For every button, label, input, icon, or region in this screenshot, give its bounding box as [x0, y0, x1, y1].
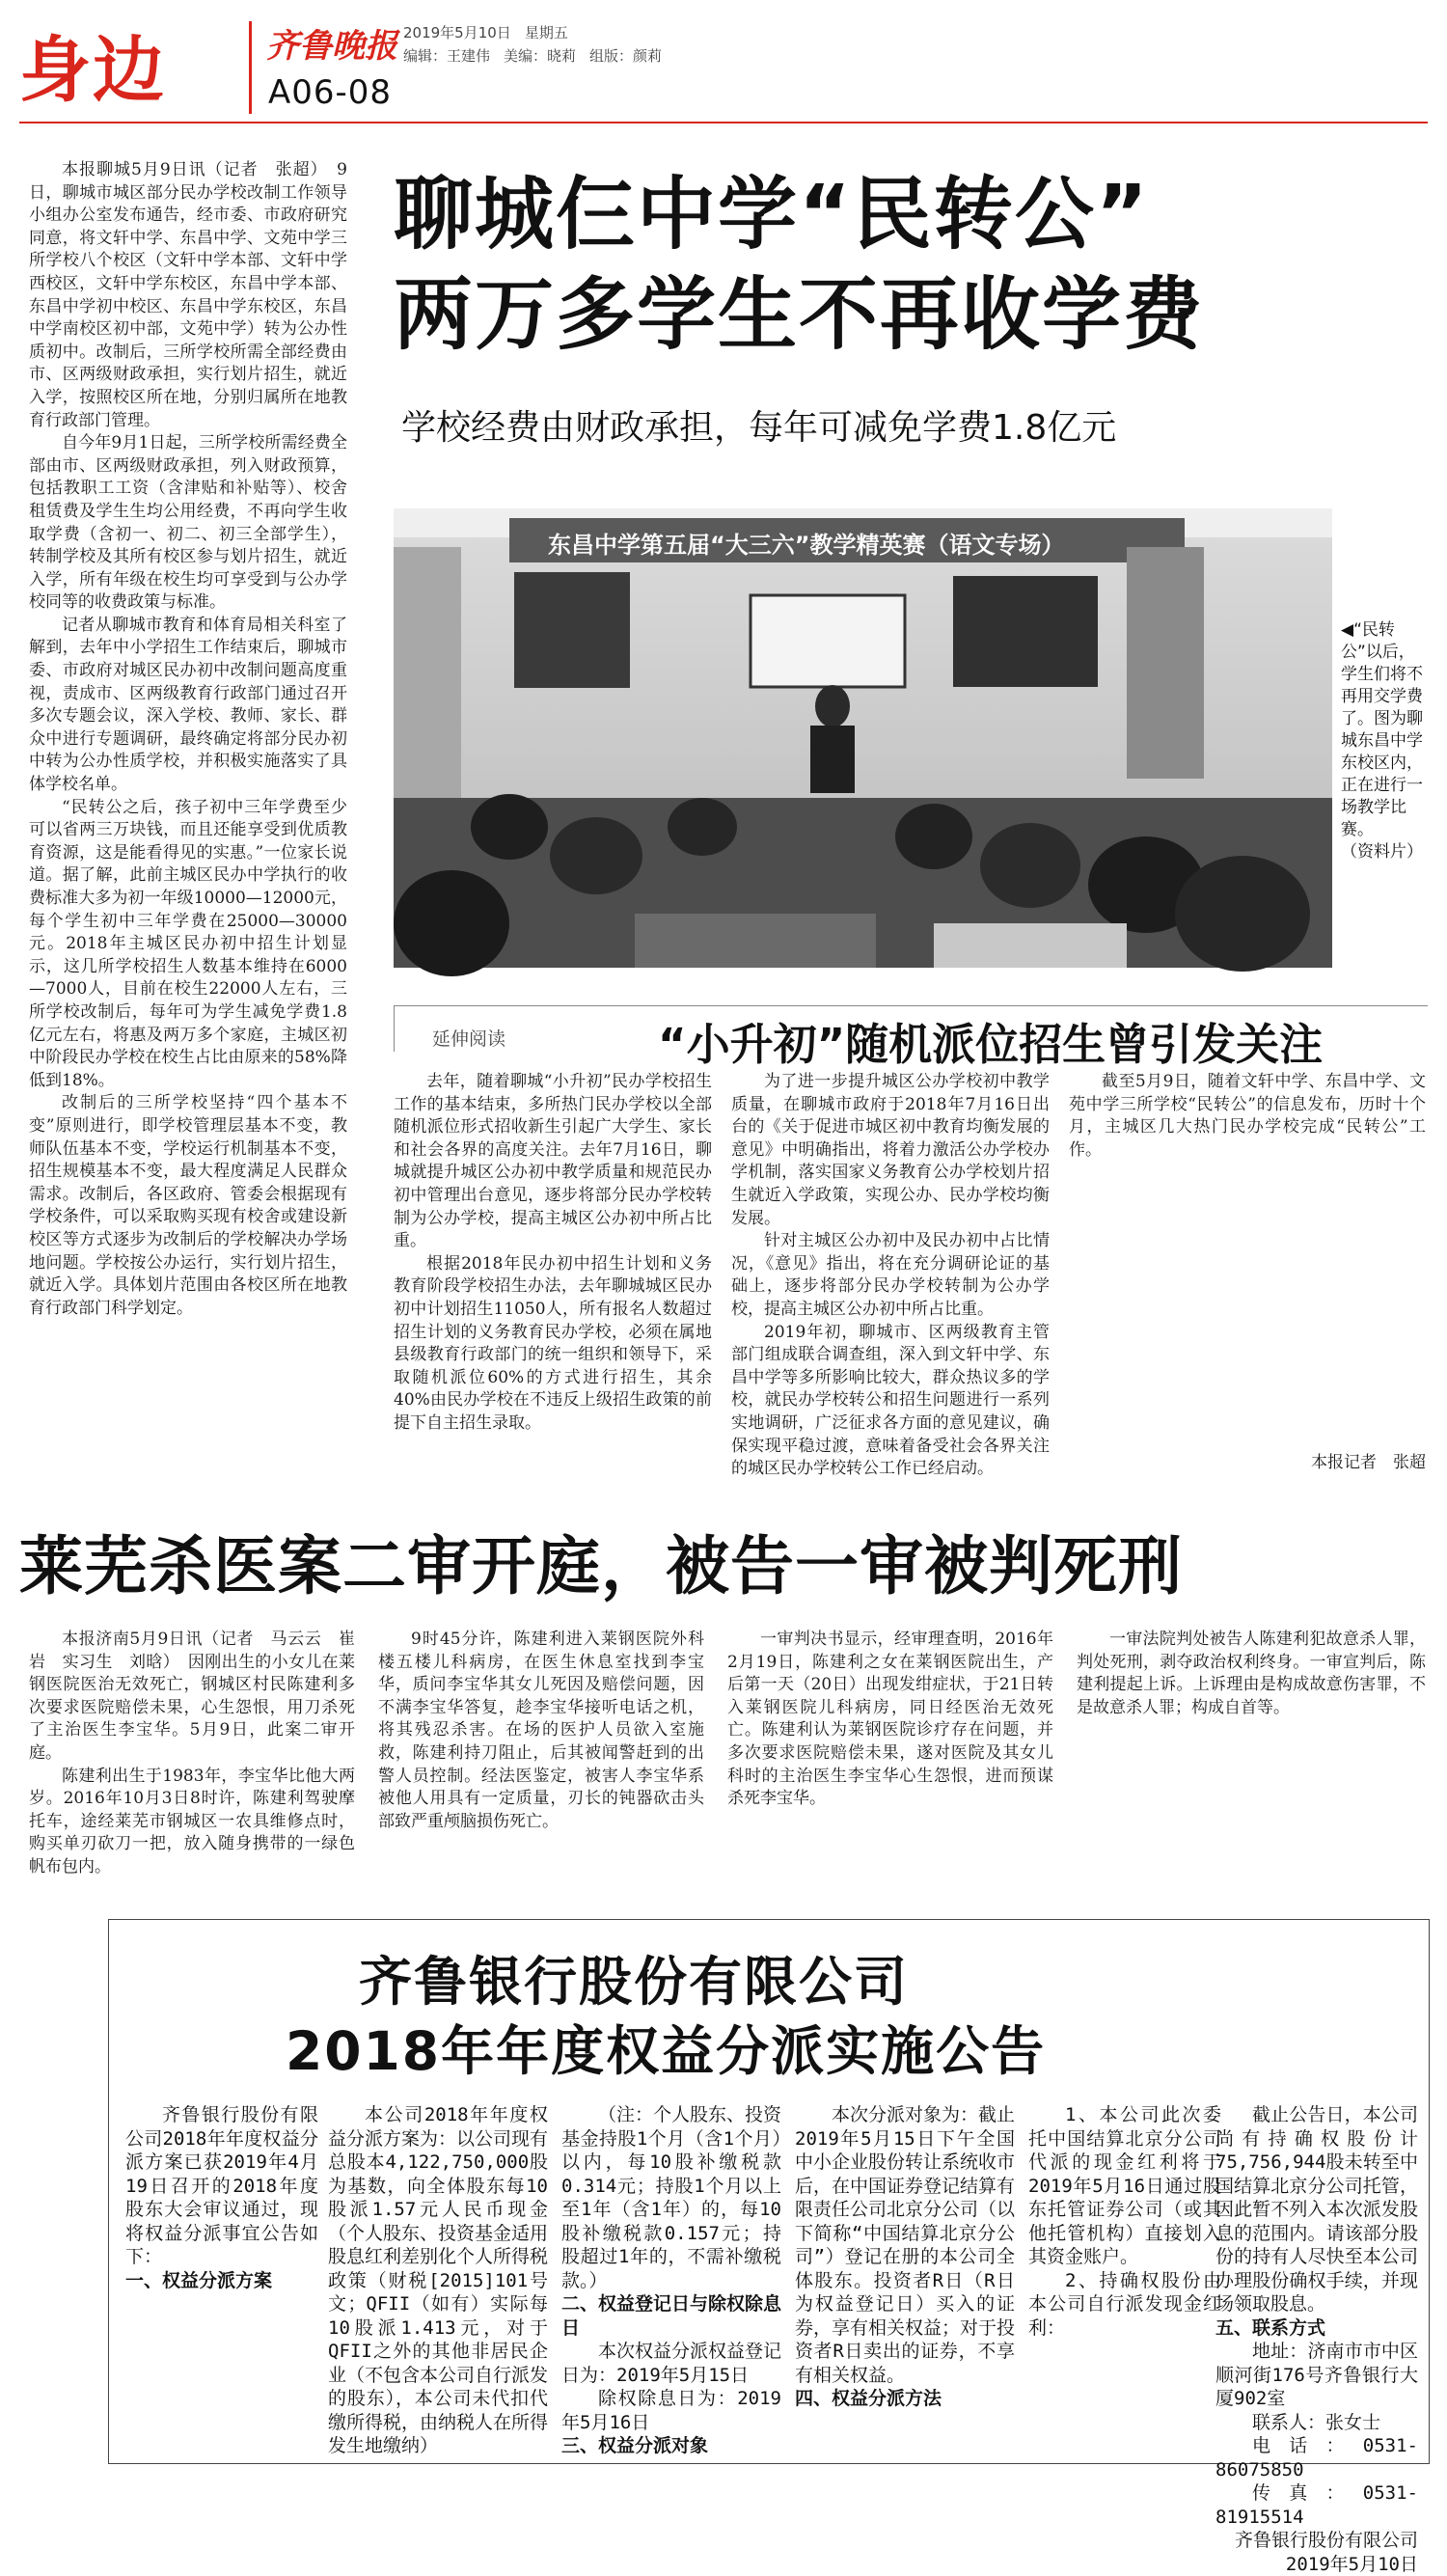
related-column-3	[1069, 1071, 1426, 1452]
notice-column-4	[795, 2103, 1015, 2460]
related-column-1	[394, 1071, 712, 1491]
related-column-2	[731, 1071, 1050, 1491]
issue-weekday: 星期五	[525, 24, 568, 41]
paragraph: 为了进一步提升城区公办学校初中教学质量，在聊城市政府于2018年7月16日出台的《关于促进市城区初中教育均衡发展的意见》中明确指出，将着力激活公办学校办学机制，落实国家义务教育公办学校划片招生就近入学政策，实现公办、民办学校均衡发展。	[731, 1071, 1050, 1230]
related-headline: “小升初”随机派位招生曾引发关注	[658, 1009, 1323, 1072]
story2-headline: 莱芜杀医案二审开庭，被告一审被判死刑	[19, 1515, 1183, 1606]
related-rule-top	[394, 1005, 1428, 1006]
story1-left-column	[29, 159, 347, 1491]
paragraph: 本次权益分派权益登记日为：2019年5月15日	[561, 2340, 781, 2387]
paragraph: 陈建利出生于1983年，李宝华比他大两岁。2016年10月3日8时许，陈建利驾驶摩托车，途经莱芜市钢城区一农具维修点时，购买单刃砍刀一把，放入随身携带的一绿色帆布包内。	[29, 1766, 355, 1879]
paragraph: 本公司2018年年度权益分派方案为：以公司现有总股本4,122,750,000股为基数，向全体股东每10股派1.57元人民币现金（个人股东、投资基金适用股息红利差别化个人所得税政策（财税[2015]101号文；QFII（如有）实际每10股派1.413元，对于QFII之外的其他非居民企业（不包含本公司自行派发的股东），本公司未代扣代缴所得税，由纳税人在所得发生地缴纳）	[328, 2103, 548, 2458]
header-rule	[19, 122, 1428, 123]
story2-column-1	[29, 1629, 355, 1889]
header-divider	[249, 21, 252, 114]
paragraph: 根据2018年民办初中招生计划和义务教育阶段学校招生办法，去年聊城城区民办初中计划招生11050人，所有报名人数超过招生计划的义务教育民办学校，必须在属地县级教育行政部门的统一组织和领导下，采取随机派位60%的方式进行招生，其余40%由民办学校在不违反上级招生政策的前提下自主招生录取。	[394, 1253, 712, 1436]
paragraph: 去年，随着聊城“小升初”民办学校招生工作的基本结束，多所热门民办学校以全部随机派位形式招收新生引起广大学生、家长和社会各界的高度关注。去年7月16日，聊城就提升城区公办初中教学质量和规范民办初中管理出台意见，逐步将部分民办学校转制为公办学校，提高主城区公办初中所占比重。	[394, 1071, 712, 1253]
notice-title: 齐鲁银行股份有限公司	[359, 1939, 909, 2015]
paragraph: 记者从聊城市教育和体育局相关科室了解到，去年中小学招生工作结束后，聊城市委、市政府对城区民办初中改制问题高度重视，责成市、区两级教育行政部门通过召开多次专题会议，深入学校、教师、家长、群众中进行专题调研，最终确定将部分民办初中转为公办性质学校，并积极实施落实了具体学校名单。	[29, 615, 347, 797]
notice-column-6	[1215, 2103, 1418, 2460]
photo-banner: 东昌中学第五届“大三六”教学精英赛（语文专场）	[548, 526, 1065, 560]
paragraph: 地址：济南市市中区顺河街176号齐鲁银行大厦902室	[1215, 2340, 1418, 2411]
editor-credit: 编辑：王建伟	[403, 47, 490, 65]
paragraph: 自今年9月1日起，三所学校所需经费全部由市、区两级财政承担，列入财政预算，包括教职工工资（含津贴和补贴等）、校舍租赁费及学生生均公用经费，不再向学生收取学费（含初一、初二、初三全部学生），转制学校及其所有校区参与划片招生，就近入学，所有年级在校生均可享受到与公办学校同等的收费政策与标准。	[29, 432, 347, 615]
paragraph: 2019年5月10日	[1215, 2553, 1418, 2576]
paragraph: 9时45分许，陈建利进入莱钢医院外科楼五楼儿科病房，在医生休息室找到李宝华，质问李宝华其女儿死因及赔偿问题，因不满李宝华答复，趁李宝华接听电话之机，将其残忍杀害。在场的医护人员欲入室施救，陈建利持刀阻止，后其被闻警赶到的出警人员控制。经法医鉴定，被害人李宝华系被他人用具有一定质量，刃长的钝器砍击头部致严重颅脑损伤死亡。	[378, 1629, 704, 1833]
paragraph: 本报济南5月9日讯（记者 马云云 崔岩 实习生 刘晗） 因刚出生的小女儿在莱钢医院医治无效死亡，钢城区村民陈建利多次要求医院赔偿未果，心生怨恨，用刀杀死了主治医生李宝华。5月9日，此案二审开庭。	[29, 1629, 355, 1766]
story1-subheadline: 学校经费由财政承担，每年可减免学费1.8亿元	[401, 400, 1116, 450]
notice-subtitle: 2018年年度权益分派实施公告	[286, 2009, 1046, 2085]
paragraph: 电话：0531-86075850	[1215, 2434, 1418, 2481]
notice-column-1	[125, 2103, 318, 2460]
story1-headline-line2: 两万多学生不再收学费	[394, 266, 1204, 365]
newspaper-name: 齐鲁晚报	[266, 19, 397, 67]
art-credit: 美编：晓莉	[504, 47, 576, 65]
photo-caption-text: ◀“民转公”以后，学生们将不再用交学费了。图为聊城东昌中学东校区内，正在进行一场教学比赛。	[1341, 620, 1423, 839]
paragraph: 本报聊城5月9日讯（记者 张超） 9日，聊城市城区部分民办学校改制工作领导小组办公室发布通告，经市委、市政府研究同意，将文轩中学、东昌中学、文苑中学三所学校八个校区（文轩中学本部、文轩中学西校区，文轩中学东校区，东昌中学本部、东昌中学初中校区、东昌中学东校区，东昌中学南校区初中部，文苑中学）转为公办性质初中。改制后，三所学校所需全部经费由市、区两级财政承担，实行划片招生，就近入学，按照校区所在地，分别归属所在地教育行政部门管理。	[29, 159, 347, 432]
paragraph: 本次分派对象为：截止2019年5月15日下午全国中小企业股份转让系统收市后，在中国证券登记结算有限责任公司北京分公司（以下简称“中国结算北京分公司”）登记在册的本公司全体股东。投资者R日（R日为权益登记日）买入的证券，享有相关权益；对于投资者R日卖出的证券，不享有相关权益。	[795, 2103, 1015, 2387]
story2-column-3	[727, 1629, 1053, 1889]
story1-byline	[1069, 1452, 1426, 1477]
paragraph: 2、持确权股份由本公司自行派发现金红利：	[1028, 2269, 1221, 2341]
paragraph: “民转公之后，孩子初中三年学费至少可以省两三万块钱，而且还能享受到优质教育资源，这是能看得见的实惠。”一位家长说道。据了解，此前主城区民办中学执行的收费标准大多为初一年级10000—12000元，每个学生初中三年学费在25000—30000元。2018年主城区民办初中招生计划显示，这几所学校招生人数基本维持在6000—7000人，目前在校生22000人左右，三所学校改制后，每年可为学生减免学费1.8亿元左右，将惠及两万多个家庭，主城区初中阶段民办学校在校生占比由原来的58%降低到18%。	[29, 797, 347, 1093]
paragraph: 截至5月9日，随着文轩中学、东昌中学、文苑中学三所学校“民转公”的信息发布，历时十个月，主城区几大热门民办学校完成“民转公”工作。	[1069, 1071, 1426, 1162]
paragraph: 针对主城区公办初中及民办初中占比情况，《意见》指出，将在充分调研论证的基础上，逐步将部分民办学校转制为公办学校，提高主城区公办初中所占比重。	[731, 1230, 1050, 1321]
paragraph: 截止公告日，本公司尚有持确权股份计75,756,944股未转至中国结算北京分公司托管，因此暂不列入本次派发股息的范围内。请该部分股份的持有人尽快至本公司办理股份确权手续，并现场领取股息。	[1215, 2103, 1418, 2316]
proof-credit: 组版：颜莉	[589, 47, 662, 65]
paragraph: 四、权益分派方法	[795, 2387, 1015, 2411]
section-title: 身边	[19, 14, 166, 116]
paragraph: （注：个人股东、投资基金持股1个月（含1个月）以内，每10股补缴税款0.314元；持股1个月以上至1年（含1年）的，每10股补缴税款0.157元；持股超过1年的，不需补缴税款。）	[561, 2103, 781, 2292]
paragraph: 一审法院判处被告人陈建利犯故意杀人罪，判处死刑，剥夺政治权利终身。一审宣判后，陈建利提起上诉。上诉理由是构成故意伤害罪，不是故意杀人罪；构成自首等。	[1077, 1629, 1426, 1719]
paragraph: 一审判决书显示，经审理查明，2016年2月19日，陈建利之女在莱钢医院出生，产后第一天（20日）出现发绀症状，于21日转入莱钢医院儿科病房，同日经医治无效死亡。陈建利认为莱钢医院诊疗存在问题，并多次要求医院赔偿未果，遂对医院及其女儿科时的主治医生李宝华心生怨恨，进而预谋杀死李宝华。	[727, 1629, 1053, 1811]
notice-column-3	[561, 2103, 781, 2460]
notice-column-2	[328, 2103, 548, 2460]
story2-column-2	[378, 1629, 704, 1889]
story2-column-4	[1077, 1629, 1426, 1889]
related-rule-left	[394, 1005, 395, 1052]
photo-caption	[1341, 619, 1430, 863]
paragraph: 除权除息日为：2019年5月16日	[561, 2387, 781, 2434]
paragraph: 改制后的三所学校坚持“四个基本不变”原则进行，即学校管理层基本不变，教师队伍基本不变，学校运行机制基本不变，招生规模基本不变，最大程度满足人民群众需求。改制后，各区政府、管委会根据现有学校条件，可以采取购买现有校舍或建设新校区等方式逐步为改制后的学校解决办学场地问题。学校按公办运行，实行划片招生，就近入学。具体划片范围由各校区所在地教育行政部门科学划定。	[29, 1092, 347, 1320]
paragraph: 传真：0531-81915514	[1215, 2481, 1418, 2529]
paragraph: 2019年初，聊城市、区两级教育主管部门组成联合调查组，深入到文轩中学、东昌中学等多所影响比较大，群众热议多的学校，就民办学校转公和招生问题进行一系列实地调研，广泛征求各方面的意见建议，确保实现平稳过渡，意味着备受社会各界关注的城区民办学校转公工作已经启动。	[731, 1322, 1050, 1481]
notice-column-5	[1028, 2103, 1221, 2460]
photo-caption-source: （资料片）	[1341, 842, 1423, 862]
story1-byline-text: 本报记者 张超	[1311, 1453, 1426, 1472]
issue-date: 2019年5月10日	[403, 24, 511, 41]
story1-headline-line1: 聊城仨中学“民转公”	[394, 166, 1150, 264]
classroom-photo-art	[394, 508, 1332, 968]
paragraph: 三、权益分派对象	[561, 2434, 781, 2458]
paragraph: 齐鲁银行股份有限公司2018年年度权益分派方案已获2019年4月19日召开的2018年度股东大会审议通过，现将权益分派事宜公告如下：	[125, 2103, 318, 2269]
paragraph: 联系人：张女士	[1215, 2411, 1418, 2435]
paragraph: 二、权益登记日与除权除息日	[561, 2292, 781, 2340]
paragraph: 五、联系方式	[1215, 2316, 1418, 2341]
related-reading-tag: 延伸阅读	[432, 1025, 505, 1051]
paragraph: 齐鲁银行股份有限公司	[1215, 2529, 1418, 2553]
page-code: A06-08	[268, 73, 392, 112]
classroom-photo	[394, 508, 1332, 968]
paragraph: 一、权益分派方案	[125, 2269, 318, 2293]
paragraph: 1、本公司此次委托中国结算北京分公司代派的现金红利将于2019年5月16日通过股东托管证券公司（或其他托管机构）直接划入其资金账户。	[1028, 2103, 1221, 2269]
header-meta	[403, 21, 675, 68]
